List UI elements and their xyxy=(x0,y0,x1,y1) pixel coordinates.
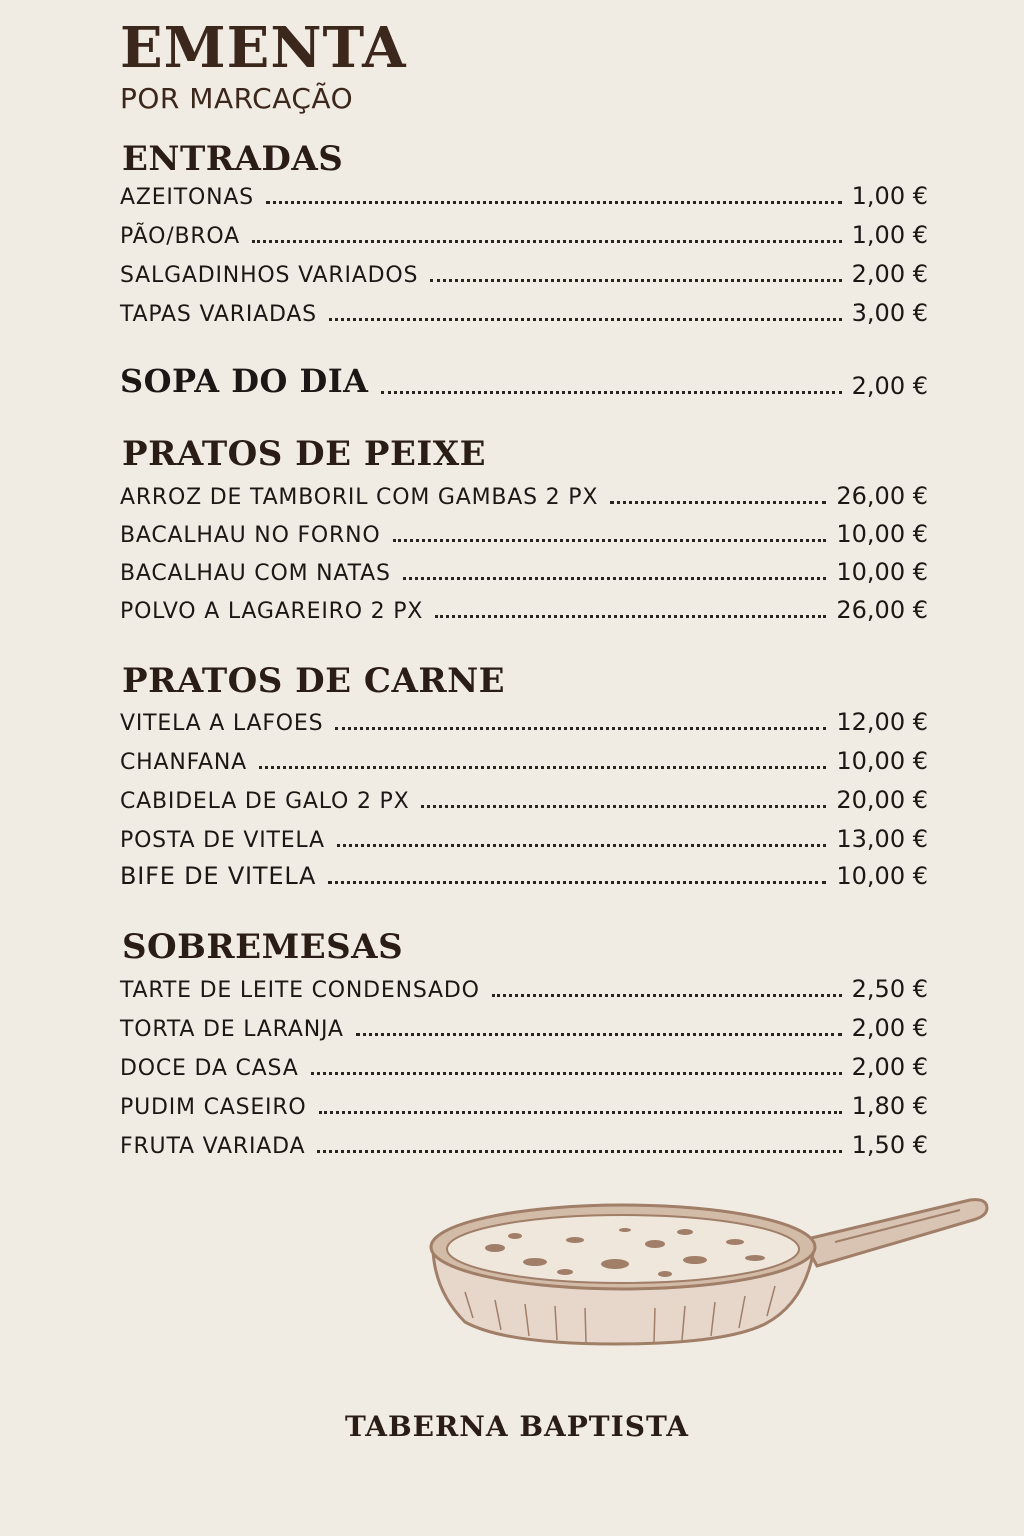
dot-leader xyxy=(492,994,842,997)
menu-item-price: 2,00 € xyxy=(851,260,928,288)
menu-item-price: 2,00 € xyxy=(851,1014,928,1042)
menu-item-name: FRUTA VARIADA xyxy=(120,1134,306,1159)
menu-item-name: PUDIM CASEIRO xyxy=(120,1095,307,1120)
menu-item xyxy=(120,973,928,1003)
dot-leader xyxy=(259,766,826,769)
menu-item-price: 13,00 € xyxy=(836,825,928,853)
section-heading-sobremesas: SOBREMESAS xyxy=(122,927,404,967)
menu-item xyxy=(120,745,928,775)
menu-item-sopa xyxy=(120,362,928,400)
menu-item-name: POSTA DE VITELA xyxy=(120,828,325,853)
dot-leader xyxy=(266,201,842,204)
dot-leader xyxy=(317,1150,841,1153)
menu-subtitle: POR MARCAÇÃO xyxy=(120,82,354,115)
menu-item xyxy=(120,1051,928,1081)
menu-item-name: AZEITONAS xyxy=(120,185,254,210)
menu-item-name: TORTA DE LARANJA xyxy=(120,1017,344,1042)
dot-leader xyxy=(430,279,841,282)
menu-item-price: 3,00 € xyxy=(851,299,928,327)
menu-item-price: 1,00 € xyxy=(851,221,928,249)
menu-item-price: 26,00 € xyxy=(836,482,928,510)
menu-item-name: DOCE DA CASA xyxy=(120,1056,299,1081)
menu-item-name: BACALHAU COM NATAS xyxy=(120,561,391,586)
menu-item xyxy=(120,823,928,853)
menu-item xyxy=(120,706,928,736)
menu-item-price: 1,80 € xyxy=(851,1092,928,1120)
menu-item-price: 2,50 € xyxy=(851,975,928,1003)
dot-leader xyxy=(403,577,827,580)
menu-item-name: SALGADINHOS VARIADOS xyxy=(120,263,419,288)
menu-item-name: PÃO/BROA xyxy=(120,224,241,249)
menu-item-name: SOPA DO DIA xyxy=(120,362,369,400)
dot-leader xyxy=(337,844,827,847)
menu-title: EMENTA xyxy=(120,15,407,81)
section-heading-peixe: PRATOS DE PEIXE xyxy=(122,434,487,474)
menu-item-name: CHANFANA xyxy=(120,750,248,775)
menu-item-name: BIFE DE VITELA xyxy=(120,862,317,890)
dot-leader xyxy=(328,881,826,884)
menu-item-price: 2,00 € xyxy=(851,1053,928,1081)
restaurant-name: TABERNA BAPTISTA xyxy=(344,1410,689,1443)
menu-item-price: 2,00 € xyxy=(851,372,928,400)
section-heading-entradas: ENTRADAS xyxy=(122,139,344,179)
menu-item xyxy=(120,480,928,510)
dot-leader xyxy=(319,1111,842,1114)
dot-leader xyxy=(329,318,842,321)
menu-item-price: 12,00 € xyxy=(836,708,928,736)
menu-item-name: POLVO A LAGAREIRO 2 PX xyxy=(120,599,424,624)
menu-item xyxy=(120,258,928,288)
menu-item xyxy=(120,594,928,624)
menu-item-name: TARTE DE LEITE CONDENSADO xyxy=(120,978,480,1003)
menu-item-price: 10,00 € xyxy=(836,520,928,548)
menu-item-price: 1,00 € xyxy=(851,182,928,210)
dot-leader xyxy=(335,727,826,730)
frying-pan-icon xyxy=(425,1192,990,1352)
menu-item-price: 10,00 € xyxy=(836,558,928,586)
dot-leader xyxy=(610,501,826,504)
menu-item xyxy=(120,1129,928,1159)
dot-leader xyxy=(356,1033,842,1036)
menu-item xyxy=(120,297,928,327)
menu-item xyxy=(120,518,928,548)
menu-item xyxy=(120,180,928,210)
dot-leader xyxy=(381,391,842,394)
section-heading-carne: PRATOS DE CARNE xyxy=(122,661,506,701)
menu-item-name: VITELA A LAFOES xyxy=(120,711,324,736)
menu-item-price: 10,00 € xyxy=(836,862,928,890)
menu-item-name: TAPAS VARIADAS xyxy=(120,302,317,327)
dot-leader xyxy=(393,539,827,542)
dot-leader xyxy=(421,805,826,808)
dot-leader xyxy=(311,1072,842,1075)
menu-item-price: 1,50 € xyxy=(851,1131,928,1159)
menu-item xyxy=(120,784,928,814)
dot-leader xyxy=(252,240,842,243)
dot-leader xyxy=(435,615,826,618)
menu-item xyxy=(120,556,928,586)
menu-item-price: 10,00 € xyxy=(836,747,928,775)
menu-item xyxy=(120,860,928,890)
menu-item-price: 26,00 € xyxy=(836,596,928,624)
menu-item-name: ARROZ DE TAMBORIL COM GAMBAS 2 PX xyxy=(120,485,599,510)
menu-item xyxy=(120,219,928,249)
menu-item xyxy=(120,1012,928,1042)
menu-item-name: CABIDELA DE GALO 2 PX xyxy=(120,789,410,814)
menu-item-name: BACALHAU NO FORNO xyxy=(120,523,381,548)
menu-item-price: 20,00 € xyxy=(836,786,928,814)
menu-item xyxy=(120,1090,928,1120)
